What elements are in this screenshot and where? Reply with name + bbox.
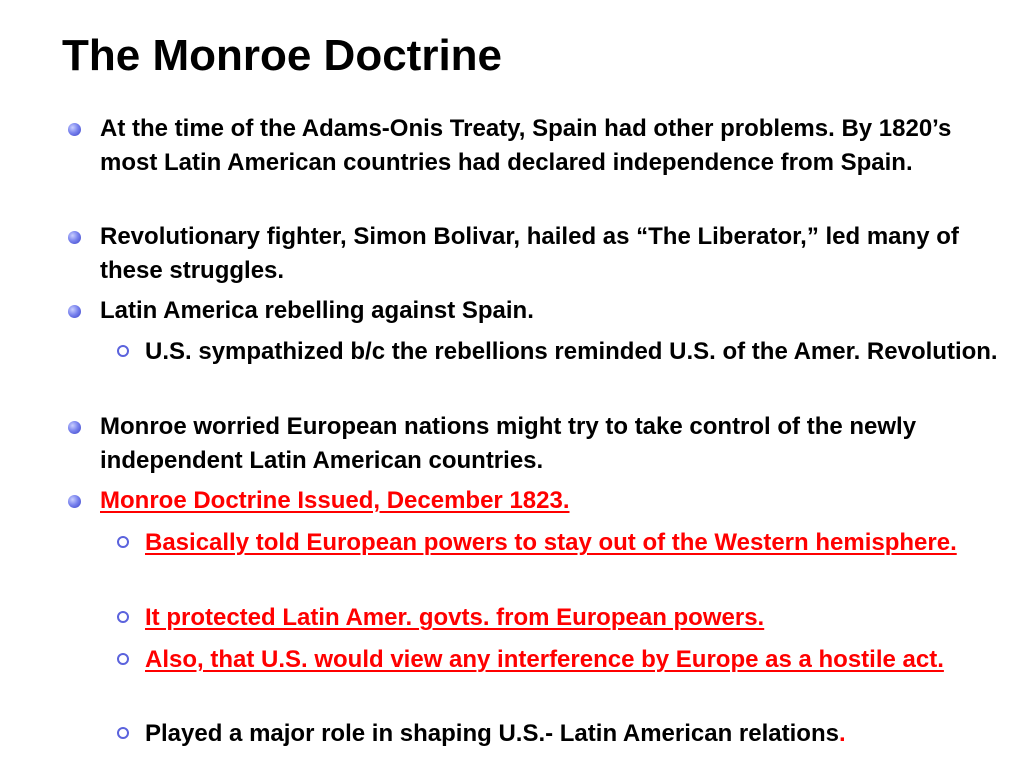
slide-title: The Monroe Doctrine <box>62 31 503 80</box>
bullet-text-highlighted: Monroe Doctrine Issued, December 1823. <box>100 487 570 514</box>
bullet-dot-icon <box>68 305 81 318</box>
bullet-text: At the time of the Adams-Onis Treaty, Spain had other problems. By 1820’s most Latin American countries had declared independence from Spain. <box>100 115 952 176</box>
bullet-dot-icon <box>68 123 81 136</box>
bullet-ring-icon <box>117 653 129 665</box>
bullet-text: Revolutionary fighter, Simon Bolivar, hailed as “The Liberator,” led many of these struggles. <box>100 223 959 284</box>
sub-bullet-text: U.S. sympathized b/c the rebellions reminded U.S. of the Amer. Revolution. <box>145 338 998 365</box>
bullet-ring-icon <box>117 727 129 739</box>
bullet-dot-icon <box>68 231 81 244</box>
bullet-text: Monroe worried European nations might try to take control of the newly independent Latin American countries. <box>100 413 917 474</box>
sub-bullet-item <box>145 643 1005 677</box>
bullet-ring-icon <box>117 345 129 357</box>
sub-bullet-text-highlighted: Also, that U.S. would view any interference by Europe as a hostile act. <box>145 646 944 673</box>
bullet-item <box>100 112 1000 180</box>
sub-bullet-item <box>145 601 1005 635</box>
bullet-ring-icon <box>117 536 129 548</box>
bullet-ring-icon <box>117 611 129 623</box>
bullet-item <box>100 410 1000 478</box>
sub-bullet-item <box>145 717 1005 751</box>
trailing-period: . <box>838 720 846 747</box>
bullet-item <box>100 484 1000 518</box>
bullet-dot-icon <box>68 421 81 434</box>
bullet-item <box>100 294 1000 328</box>
sub-bullet-item <box>145 526 1005 560</box>
sub-bullet-item <box>145 335 1005 369</box>
bullet-item <box>100 220 1000 288</box>
bullet-text: Latin America rebelling against Spain. <box>100 297 534 324</box>
bullet-dot-icon <box>68 495 81 508</box>
sub-bullet-text: Played a major role in shaping U.S.- Latin American relations <box>145 720 839 747</box>
sub-bullet-text-highlighted: It protected Latin Amer. govts. from European powers. <box>145 604 765 631</box>
sub-bullet-text-highlighted: Basically told European powers to stay out of the Western hemisphere. <box>145 529 957 556</box>
